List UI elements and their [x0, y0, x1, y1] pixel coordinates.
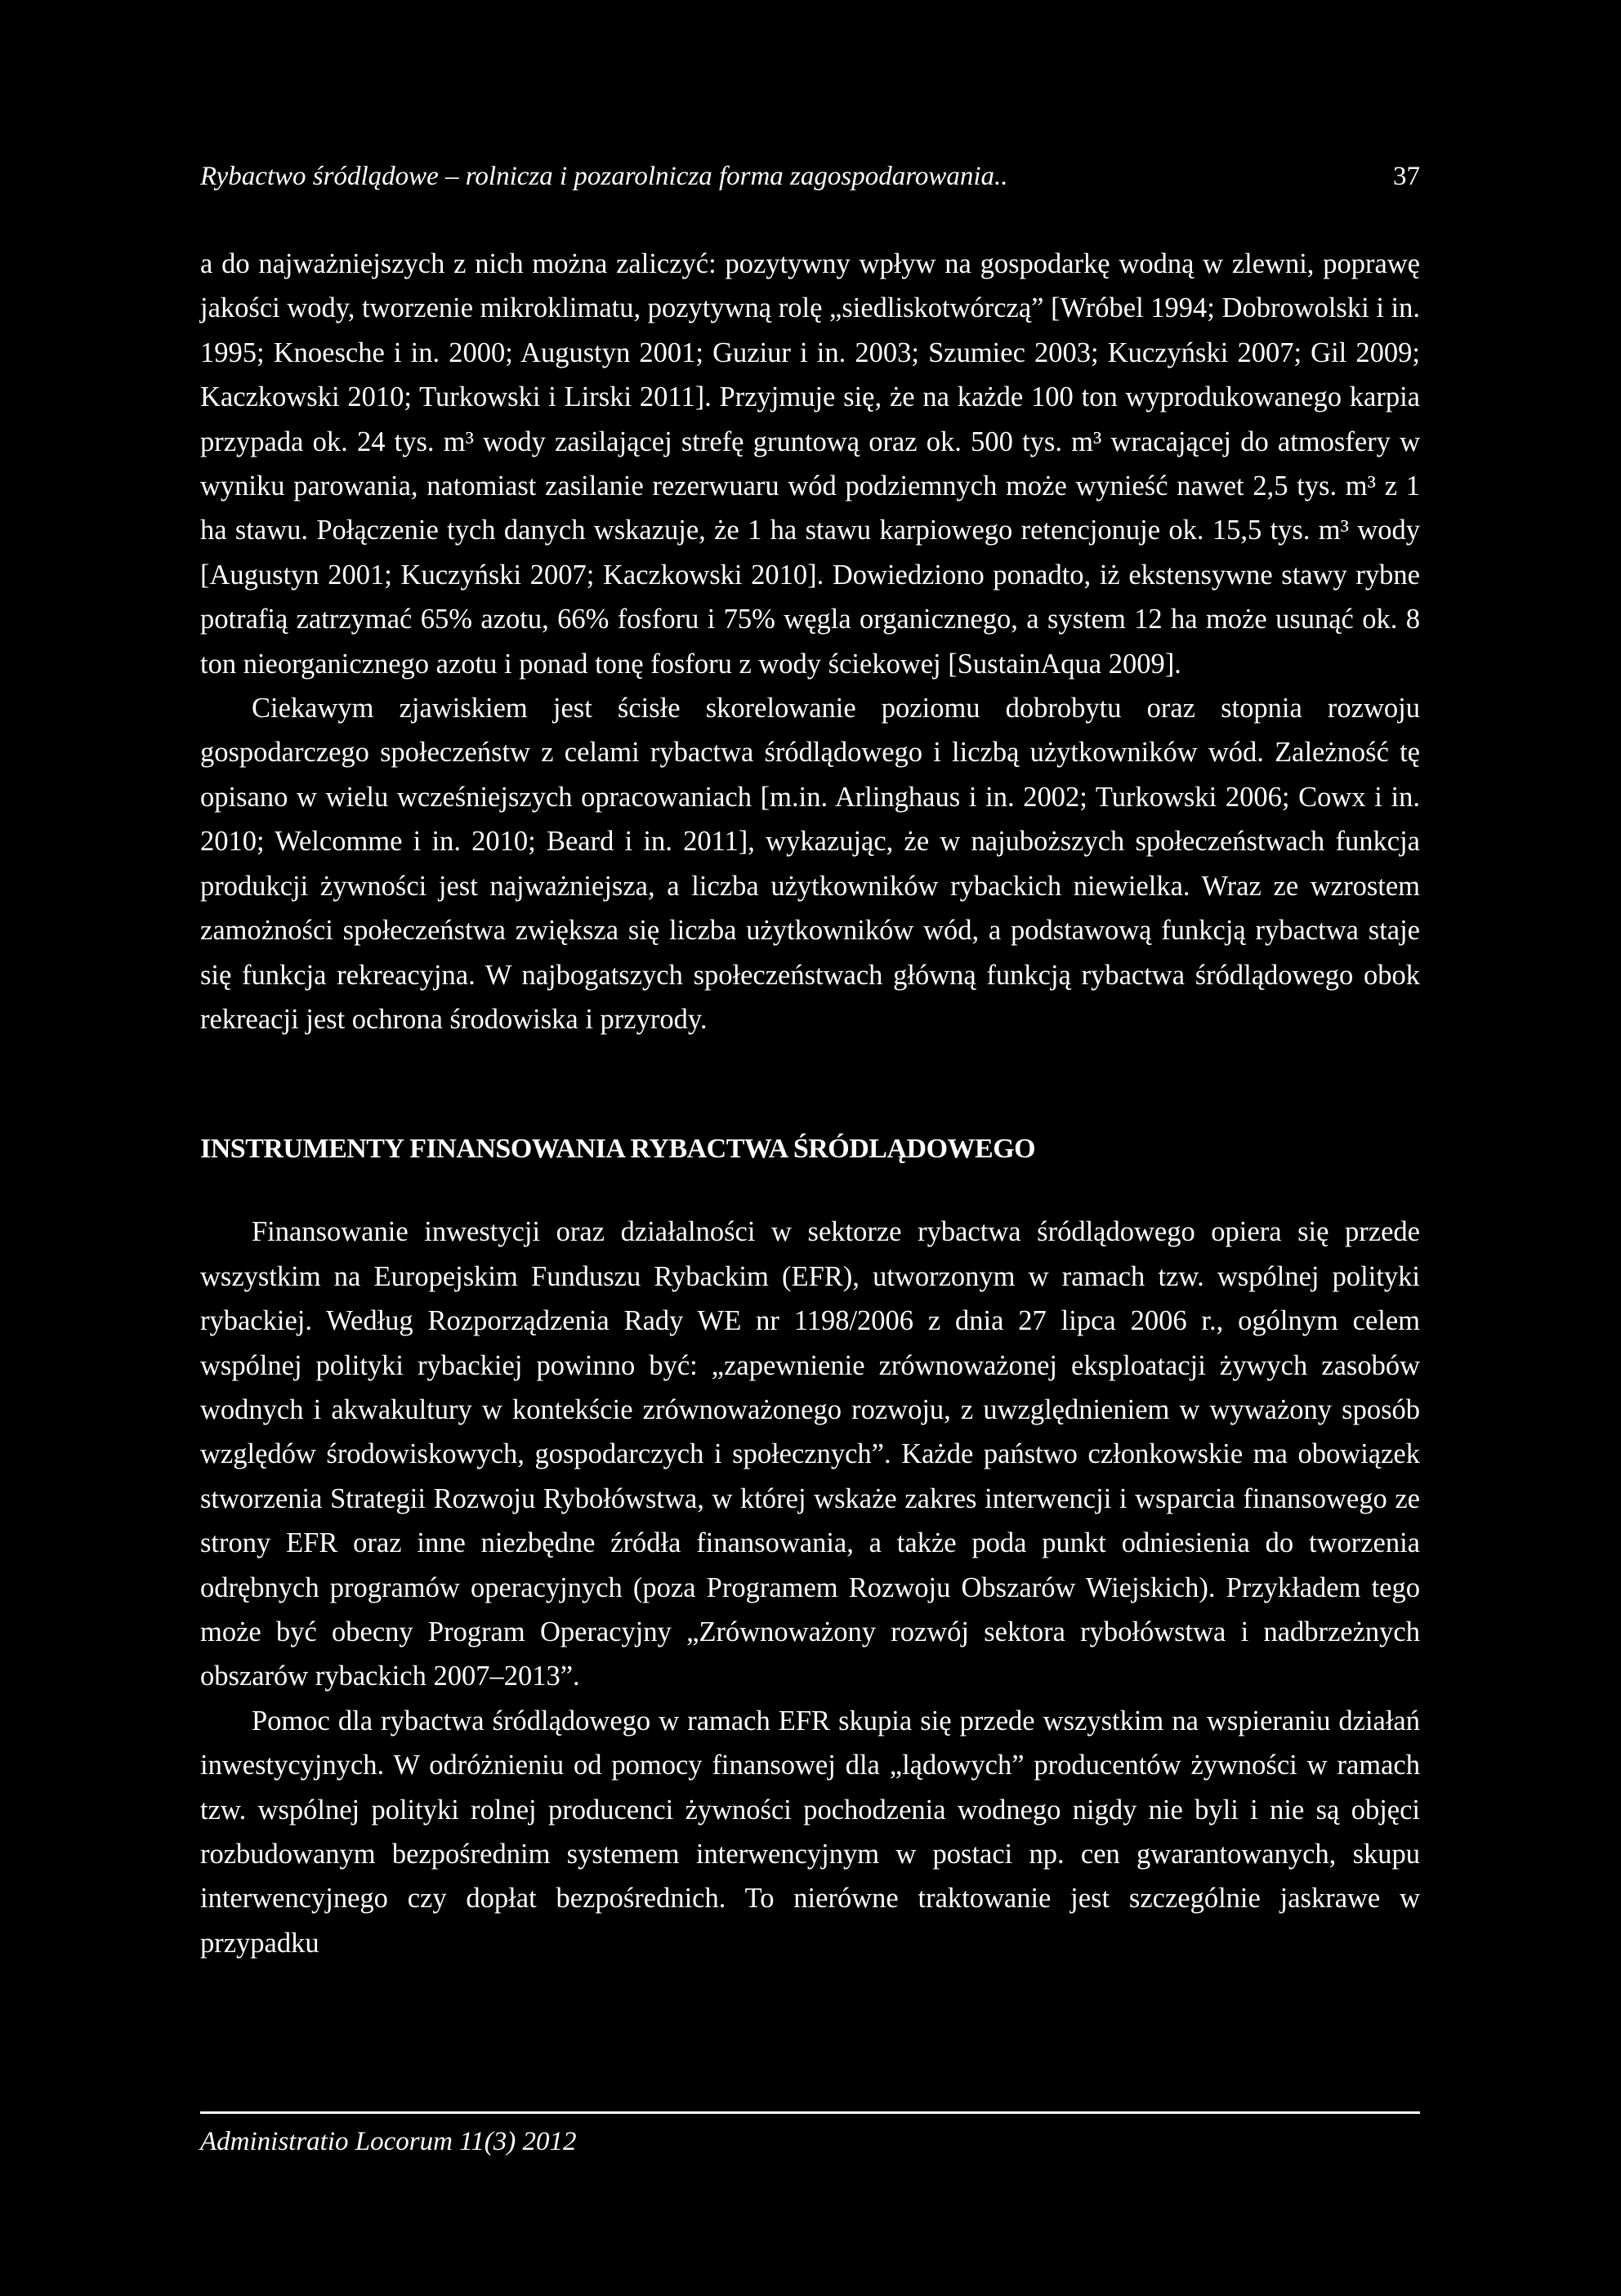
journal-citation: Administratio Locorum 11(3) 2012 [200, 2127, 577, 2156]
paragraph-2: Ciekawym zjawiskiem jest ścisłe skorelowanie poziomu dobrobytu oraz stopnia rozwoju gospodarczego społeczeństw z celami rybactwa śródlądowego i liczbą użytkowników wód. Zależność tę opisano w wielu wcześniejszych opracowaniach [m.in. Arlinghaus i in. 2002; Turkowski 2006; Cowx i in. 2010; Welcomme i in. 2010; Beard i in. 2011], wykazując, że w najuboższych społeczeństwach funkcja produkcji żywności jest najważniejsza, a liczba użytkowników rybackich niewielka. Wraz ze wzrostem zamożności społeczeństwa zwiększa się liczba użytkowników wód, a podstawową funkcją rybactwa staje się funkcja rekreacyjna. W najbogatszych społeczeństwach główną funkcją rybactwa śródlądowego obok rekreacji jest ochrona środowiska i przyrody. [200, 693, 1420, 1035]
page-content [200, 160, 1420, 1965]
body-text [200, 242, 1420, 1965]
section-heading: INSTRUMENTY FINANSOWANIA RYBACTWA ŚRÓDLĄDOWEGO [200, 1134, 1036, 1165]
footer-rule [200, 2111, 1420, 2114]
running-header [200, 160, 1420, 193]
page-footer [200, 2111, 1420, 2158]
paragraph-3: Finansowanie inwestycji oraz działalności w sektorze rybactwa śródlądowego opiera się przede wszystkim na Europejskim Funduszu Rybackim (EFR), utworzonym w ramach tzw. wspólnej polityki rybackiej. Według Rozporządzenia Rady WE nr 1198/2006 z dnia 27 lipca 2006 r., ogólnym celem wspólnej polityki rybackiej powinno być: „zapewnienie zrównoważonej eksploatacji żywych zasobów wodnych i akwakultury w kontekście zrównoważonego rozwoju, z uwzględnieniem w wyważony sposób względów środowiskowych, gospodarczych i społecznych”. Każde państwo członkowskie ma obowiązek stworzenia Strategii Rozwoju Rybołówstwa, w której wskaże zakres interwencji i wsparcia finansowego ze strony EFR oraz inne niezbędne źródła finansowania, a także poda punkt odniesienia do tworzenia odrębnych programów operacyjnych (poza Programem Rozwoju Obszarów Wiejskich). Przykładem tego może być obecny Program Operacyjny „Zrównoważony rozwój sektora rybołówstwa i nadbrzeżnych obszarów rybackich 2007–2013”. [200, 1216, 1420, 1692]
page-number: 37 [1393, 162, 1420, 191]
running-title: Rybactwo śródlądowe – rolnicza i pozarolnicza forma zagospodarowania.. [200, 162, 1008, 191]
paragraph-1: a do najważniejszych z nich można zaliczyć: pozytywny wpływ na gospodarkę wodną w zlewni, poprawę jakości wody, tworzenie mikroklimatu, pozytywną rolę „siedliskotwórczą” [Wróbel 1994; Dobrowolski i in. 1995; Knoesche i in. 2000; Augustyn 2001; Guziur i in. 2003; Szumiec 2003; Kuczyński 2007; Gil 2009; Kaczkowski 2010; Turkowski i Lirski 2011]. Przyjmuje się, że na każde 100 ton wyprodukowanego karpia przypada ok. 24 tys. m³ wody zasilającej strefę gruntową oraz ok. 500 tys. m³ wracającej do atmosfery w wyniku parowania, natomiast zasilanie rezerwuaru wód podziemnych może wynieść nawet 2,5 tys. m³ z 1 ha stawu. Połączenie tych danych wskazuje, że 1 ha stawu karpiowego retencjonuje ok. 15,5 tys. m³ wody [Augustyn 2001; Kuczyński 2007; Kaczkowski 2010]. Dowiedziono ponadto, iż ekstensywne stawy rybne potrafią zatrzymać 65% azotu, 66% fosforu i 75% węgla organicznego, a system 12 ha może usunąć ok. 8 ton nieorganicznego azotu i ponad tonę fosforu z wody ściekowej [SustainAqua 2009]. [200, 248, 1420, 680]
paragraph-4: Pomoc dla rybactwa śródlądowego w ramach EFR skupia się przede wszystkim na wspieraniu działań inwestycyjnych. W odróżnieniu od pomocy finansowej dla „lądowych” producentów żywności w ramach tzw. wspólnej polityki rolnej producenci żywności pochodzenia wodnego nigdy nie byli i nie są objęci rozbudowanym bezpośrednim systemem interwencyjnym w postaci np. cen gwarantowanych, skupu interwencyjnego czy dopłat bezpośrednich. To nierówne traktowanie jest szczególnie jaskrawe w przypadku [200, 1705, 1420, 1959]
